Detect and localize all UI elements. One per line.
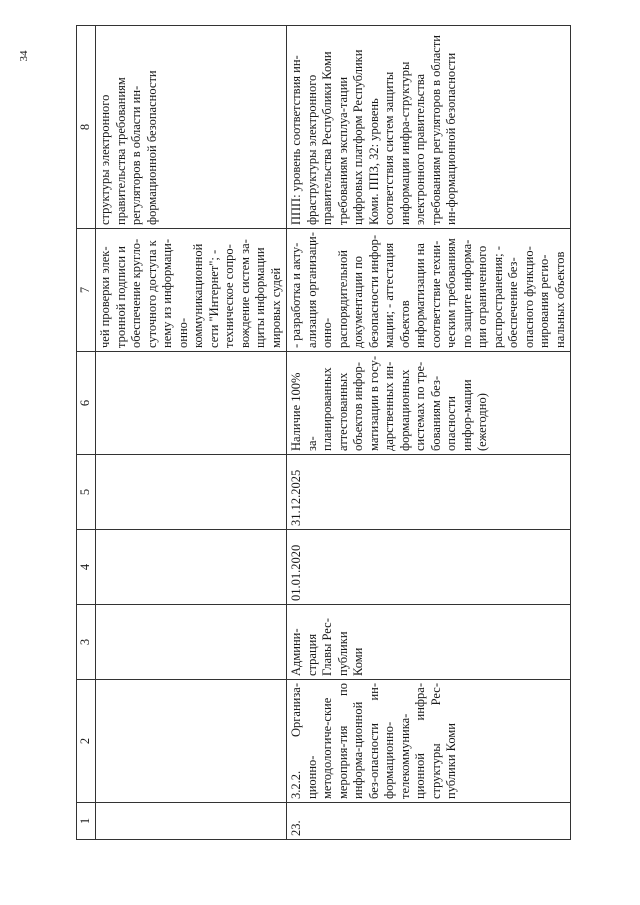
header-col-1: 1 bbox=[77, 803, 96, 840]
program-table bbox=[76, 25, 571, 840]
row23-end-date: 31.12.2025 bbox=[287, 455, 571, 530]
row23-executor: Админи-страция Главы Рес-публики Коми bbox=[287, 605, 571, 680]
cont-cell-5 bbox=[96, 455, 287, 530]
page-number: 34 bbox=[18, 50, 30, 62]
header-col-7: 7 bbox=[77, 229, 96, 352]
header-col-8: 8 bbox=[77, 26, 96, 229]
header-row bbox=[77, 26, 96, 840]
header-col-4: 4 bbox=[77, 530, 96, 605]
header-col-5: 5 bbox=[77, 455, 96, 530]
cont-cell-2 bbox=[96, 680, 287, 803]
header-col-2: 2 bbox=[77, 680, 96, 803]
cont-cell-8: структуры электронного правительства требованиям регуляторов в области ин-формационной безопасности bbox=[96, 26, 287, 229]
cont-cell-1 bbox=[96, 803, 287, 840]
cont-cell-4 bbox=[96, 530, 287, 605]
cont-cell-6 bbox=[96, 352, 287, 455]
row23-number: 23. bbox=[287, 803, 571, 840]
row23-indicators: ППП: уровень соответствия ин-фраструктуры электронного правительства Республики Коми требованиям эксплуа-тации цифровых платформ Республики Коми. ППЗ, 32: уровень соответствия систем защиты информации инфра-структуры электронного правительства требованиям регуляторов в области ин-формационной безопасности bbox=[287, 26, 571, 229]
rotated-table-wrapper bbox=[76, 35, 616, 840]
row23-result: Наличие 100% за-планированных аттестованных объектов инфор-матизации в госу-дарственных ин-формационных системах по тре-бованиям без-опасности инфор-мации (ежегодно) bbox=[287, 352, 571, 455]
table-row-23 bbox=[287, 26, 571, 840]
row23-measure: 3.2.2. Организа-ционно-методологиче-ские мероприя-тия по информа-ционной без-опасности ин-формационно-телекоммуника-ционной инфра-структуры Рес-публики Коми bbox=[287, 680, 571, 803]
header-col-3: 3 bbox=[77, 605, 96, 680]
row23-directions: - разработка и акту-ализация организаци-онно-распорядительной документации по безопасности инфор-мации; - аттестация объектов информатизации на соответствие техни-ческим требованиям по защите информа-ции ограниченного распространения; - обеспечение без-опасного функцио-нирования регио-нальных объектов bbox=[287, 229, 571, 352]
cont-cell-3 bbox=[96, 605, 287, 680]
row23-start-date: 01.01.2020 bbox=[287, 530, 571, 605]
cont-cell-7: чей проверки элек-тронной подписи и обеспечение кругло-суточного доступа к нему из информаци-онно-коммуникационной сети "Интернет"; - техническое сопро-вождение систем за-щиты информации мировых судей bbox=[96, 229, 287, 352]
continuation-row bbox=[96, 26, 287, 840]
header-col-6: 6 bbox=[77, 352, 96, 455]
